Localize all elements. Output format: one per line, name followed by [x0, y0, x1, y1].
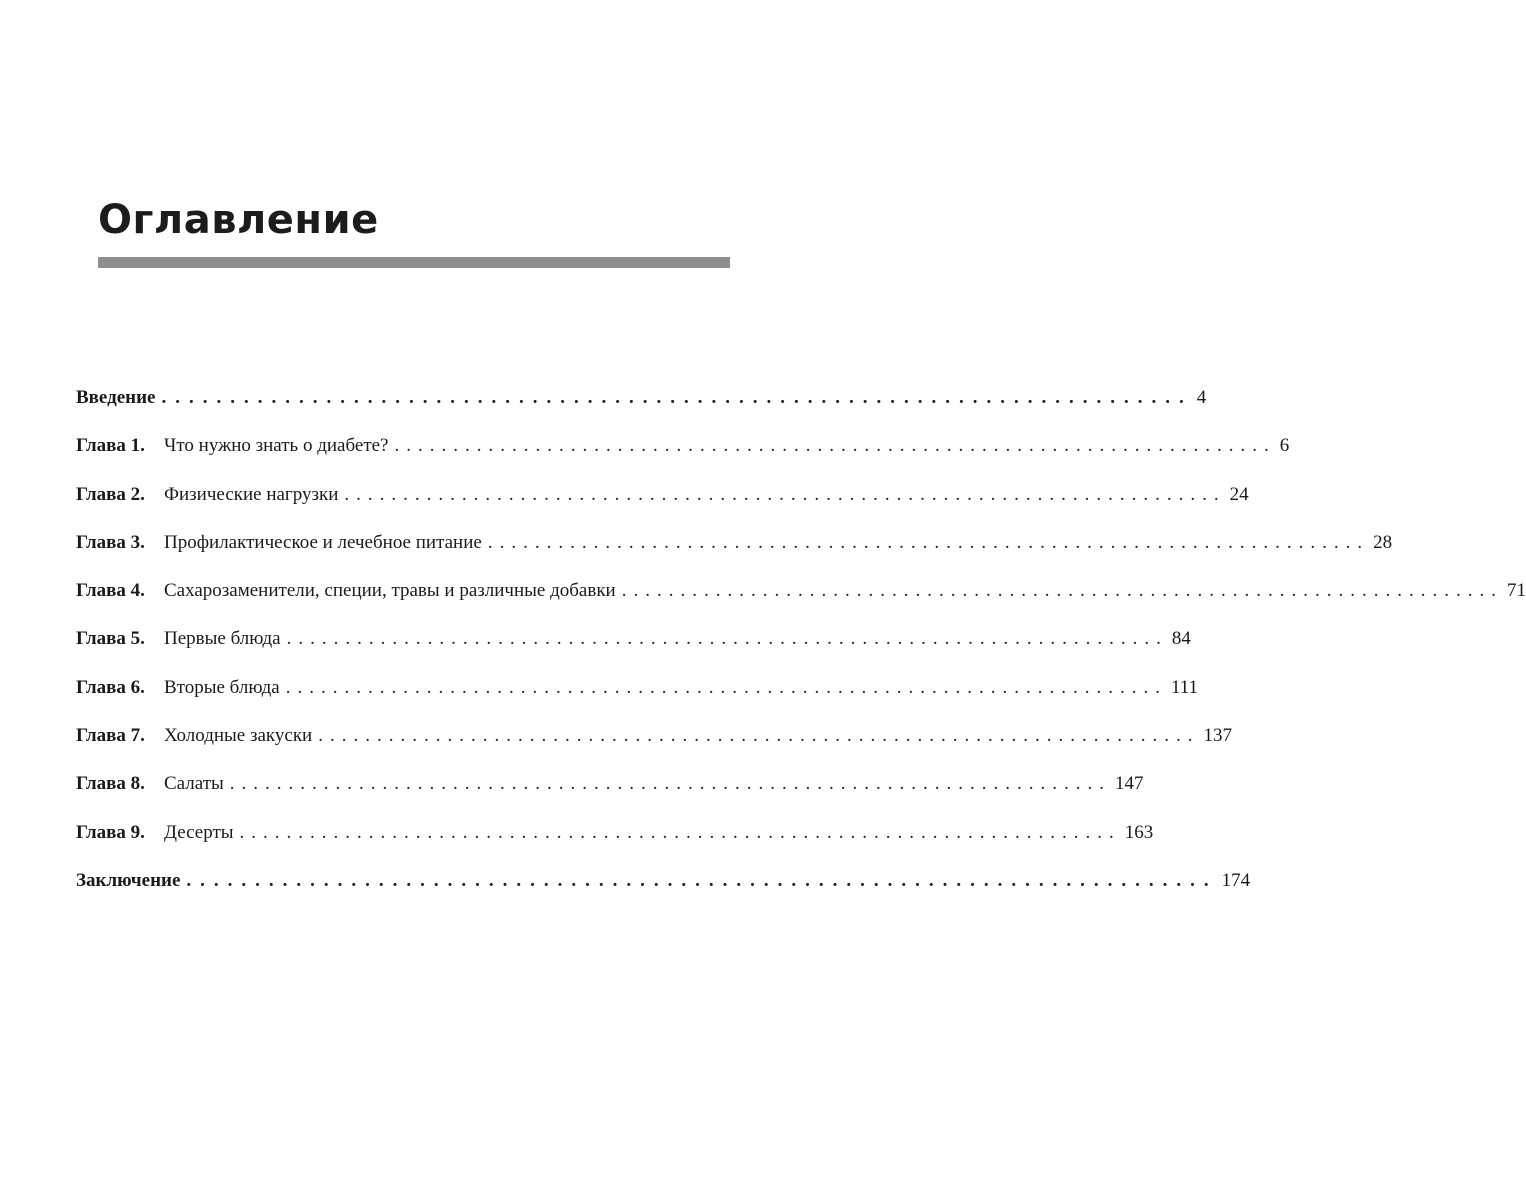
toc-page-number: 24 [1229, 483, 1249, 505]
toc-title: Что нужно знать о диабете? [164, 435, 389, 457]
toc-label: Заключение [76, 869, 181, 891]
toc-entry-chapter-9[interactable] [76, 819, 1154, 867]
toc-entry-chapter-5[interactable] [76, 625, 1191, 673]
toc-label: Глава 8. [76, 773, 145, 795]
toc-label: Глава 6. [76, 676, 145, 698]
toc-title: Профилактическое и лечебное питание [164, 531, 482, 553]
toc-entry-chapter-1[interactable] [76, 432, 1290, 480]
toc-leader-dots: ........................................................................... [487, 531, 1370, 553]
toc-title: Сахарозаменители, специи, травы и различные добавки [164, 580, 616, 602]
toc-entry-conclusion[interactable] [76, 867, 1251, 915]
toc-page-number: 147 [1115, 773, 1144, 795]
toc-entry-chapter-7[interactable] [76, 722, 1232, 770]
toc-leader-dots: ........................................................................... [229, 773, 1112, 795]
toc-label: Глава 4. [76, 580, 145, 602]
toc-label: Глава 7. [76, 725, 145, 747]
toc-leader-dots: ........................................................................... [621, 580, 1503, 602]
toc-leader-dots: ........................................................................... [344, 483, 1226, 505]
toc-label: Глава 9. [76, 821, 145, 843]
toc-label: Глава 2. [76, 483, 145, 505]
toc-leader-dots: ........................................................................... [394, 435, 1276, 457]
toc-leader-dots: ........................................................................... [285, 676, 1167, 698]
toc-entry-intro[interactable] [76, 384, 1207, 432]
toc-leader-dots: ........................................................................... [286, 628, 1168, 650]
table-of-contents [76, 384, 1526, 915]
toc-title: Вторые блюда [164, 676, 280, 698]
page-title: Оглавление [98, 197, 379, 243]
toc-label: Глава 3. [76, 531, 145, 553]
toc-page-number: 6 [1279, 435, 1290, 457]
toc-page-number: 137 [1203, 725, 1232, 747]
toc-leader-dots: ........................................................................... [318, 725, 1200, 747]
toc-label: Глава 1. [76, 435, 145, 457]
toc-page-number: 84 [1171, 628, 1191, 650]
toc-title: Десерты [164, 821, 234, 843]
toc-page-number: 71 [1506, 580, 1526, 602]
toc-entry-chapter-6[interactable] [76, 674, 1199, 722]
toc-entry-chapter-2[interactable] [76, 481, 1249, 529]
toc-label: Введение [76, 387, 156, 408]
toc-entry-chapter-3[interactable] [76, 529, 1393, 577]
toc-title: Первые блюда [164, 628, 281, 650]
toc-leader-dots: ........................................................................... [186, 869, 1218, 891]
toc-leader-dots: ........................................................................... [239, 821, 1121, 843]
toc-page-number: 28 [1373, 531, 1393, 553]
title-underline-rule [98, 257, 730, 268]
toc-entry-chapter-8[interactable] [76, 770, 1144, 818]
toc-label: Глава 5. [76, 628, 145, 650]
toc-page-number: 4 [1196, 387, 1207, 408]
toc-title: Холодные закуски [164, 725, 313, 747]
toc-title: Салаты [164, 773, 224, 795]
toc-entry-chapter-4[interactable] [76, 577, 1526, 625]
toc-page-number: 163 [1124, 821, 1154, 843]
toc-page-number: 174 [1221, 869, 1251, 891]
toc-title: Физические нагрузки [164, 483, 339, 505]
toc-leader-dots: ........................................................................... [161, 387, 1193, 408]
toc-page-number: 111 [1170, 676, 1199, 698]
